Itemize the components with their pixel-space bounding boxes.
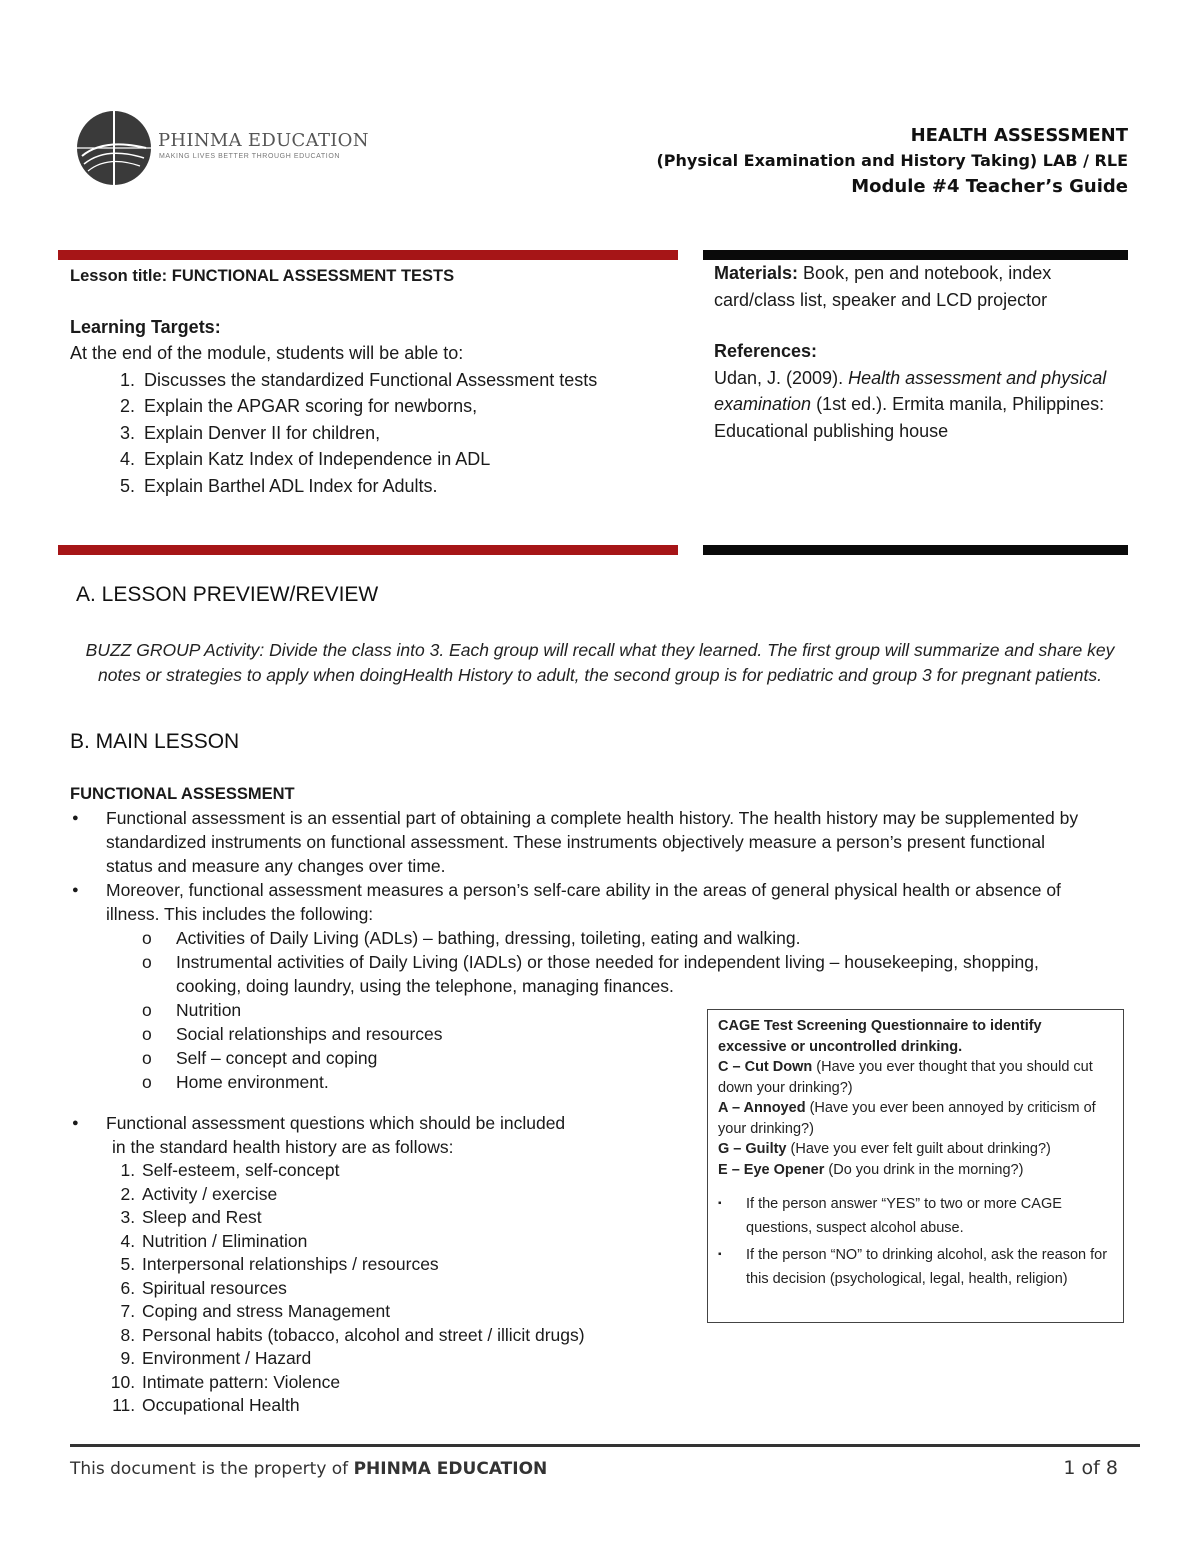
- question-item: 6. Spiritual resources: [140, 1277, 690, 1301]
- cage-g-text: (Have you ever felt guilt about drinking?): [786, 1141, 1051, 1157]
- cage-g: [718, 1139, 1113, 1160]
- references-heading: References:: [714, 341, 818, 361]
- footer-divider: [70, 1444, 1140, 1447]
- bottom-left-divider: [58, 545, 678, 555]
- materials-label: Materials:: [714, 263, 799, 283]
- cage-e-text: (Do you drink in the morning?): [824, 1161, 1024, 1178]
- cage-questionnaire-box: [707, 1009, 1124, 1323]
- module-label: Module #4 Teacher’s Guide: [851, 176, 1128, 197]
- cage-e-label: E – Eye Opener: [718, 1161, 825, 1178]
- materials-text: Book, pen and notebook, index card/class list, speaker and LCD projector: [714, 263, 1052, 310]
- cage-e: [718, 1160, 1113, 1181]
- question-item: 4. Nutrition / Elimination: [140, 1230, 690, 1254]
- bottom-right-divider: [703, 545, 1128, 555]
- phinma-globe-icon: [74, 108, 154, 188]
- questions-list: [70, 1159, 690, 1418]
- page-number: 1 of 8: [1063, 1457, 1118, 1479]
- sub-item: o Activities of Daily Living (ADLs) – bathing, dressing, toileting, eating and walking.: [106, 926, 1090, 950]
- cage-note: ▪ If the person “NO” to drinking alcohol, ask the reason for this decision (psychological, legal, health, religion): [718, 1243, 1113, 1291]
- materials: [714, 260, 1114, 313]
- top-left-divider: [58, 250, 678, 260]
- cage-a-text: (Have you ever been annoyed by criticism of your drinking?): [718, 1100, 1096, 1137]
- bullet-text: Moreover, functional assessment measures a person’s self-care ability in the areas of general physical health or absence of illness. This includes the following:: [106, 880, 1061, 924]
- learning-targets-intro: At the end of the module, students will be able to:: [70, 343, 464, 363]
- document-header: [656, 124, 1128, 200]
- footer-owner: PHINMA EDUCATION: [353, 1459, 548, 1479]
- sub-item: o Nutrition: [106, 998, 1090, 1022]
- learning-target: 5. Explain Barthel ADL Index for Adults.: [140, 473, 660, 500]
- phinma-logo: [74, 108, 369, 188]
- cage-title: CAGE Test Screening Questionnaire to identify excessive or uncontrolled drinking.: [718, 1018, 1042, 1055]
- learning-target: 4. Explain Katz Index of Independence in ADL: [140, 446, 660, 473]
- footer-prefix: This document is the property of: [70, 1459, 354, 1479]
- lesson-info: [70, 263, 660, 499]
- learning-targets-heading: Learning Targets:: [70, 316, 221, 337]
- top-right-divider: [703, 250, 1128, 260]
- cage-c: [718, 1057, 1113, 1098]
- question-item: 3. Sleep and Rest: [140, 1206, 690, 1230]
- question-item: 7. Coping and stress Management: [140, 1300, 690, 1324]
- course-title: HEALTH ASSESSMENT: [910, 125, 1128, 146]
- logo-name: PHINMA EDUCATION: [158, 130, 369, 151]
- cage-note: ▪ If the person answer “YES” to two or more CAGE questions, suspect alcohol abuse.: [718, 1192, 1113, 1240]
- sub-item: o Home environment.: [106, 1070, 1090, 1094]
- question-item: 5. Interpersonal relationships / resources: [140, 1253, 690, 1277]
- learning-target: 3. Explain Denver II for children,: [140, 420, 660, 447]
- cage-a: [718, 1098, 1113, 1139]
- sub-item: o Self – concept and coping: [106, 1046, 1090, 1070]
- learning-target: 2. Explain the APGAR scoring for newborns,: [140, 393, 660, 420]
- section-b-heading: B. MAIN LESSON: [70, 730, 240, 753]
- lesson-title: Lesson title: FUNCTIONAL ASSESSMENT TESTS: [70, 267, 455, 285]
- reference-title: Health assessment and physical examination: [714, 367, 1107, 414]
- bullet-text-line1: ● Functional assessment questions which should be included: [106, 1113, 566, 1133]
- course-subtitle: (Physical Examination and History Taking) LAB / RLE: [656, 151, 1128, 170]
- question-item: 1. Self-esteem, self-concept: [140, 1159, 690, 1183]
- bullet-text-line2: in the standard health history are as follows:: [112, 1136, 454, 1157]
- bullet-list: [70, 1112, 690, 1136]
- sub-item: o Instrumental activities of Daily Living (IADLs) or those needed for independent living – housekeeping, shopping, cooking, doing laundry, using the telephone, managing finances.: [106, 950, 1090, 998]
- cage-a-label: A – Annoyed: [718, 1100, 806, 1116]
- learning-targets-list: [70, 367, 660, 500]
- reference-author: Udan, J. (2009).: [714, 367, 849, 388]
- functional-assessment-title: FUNCTIONAL ASSESSMENT: [70, 785, 295, 803]
- materials-references: [714, 260, 1114, 444]
- cage-g-label: G – Guilty: [718, 1141, 787, 1157]
- footer-text: [70, 1459, 547, 1479]
- cage-c-text: (Have you ever thought that you should cut down your drinking?): [718, 1059, 1093, 1096]
- question-item: 2. Activity / exercise: [140, 1183, 690, 1207]
- question-item: 8. Personal habits (tobacco, alcohol and street / illicit drugs): [140, 1324, 690, 1348]
- question-item: 10. Intimate pattern: Violence: [140, 1371, 690, 1395]
- question-item: 11. Occupational Health: [140, 1394, 690, 1418]
- question-item: 9. Environment / Hazard: [140, 1347, 690, 1371]
- bullet-item: ● Functional assessment is an essential part of obtaining a complete health history. The health history may be supplemented by standardized instruments on functional assessment. These instruments objectively measure a person’s present functional status and measure any changes over time.: [70, 806, 1090, 878]
- bullet-item: [70, 1112, 690, 1136]
- sub-item: o Social relationships and resources: [106, 1022, 1090, 1046]
- cage-notes: [718, 1192, 1113, 1291]
- reference-details: (1st ed.). Ermita manila, Philippines: Educational publishing house: [714, 394, 1105, 441]
- cage-c-label: C – Cut Down: [718, 1059, 813, 1075]
- learning-target: 1. Discusses the standardized Functional Assessment tests: [140, 367, 660, 394]
- buzz-group-activity: BUZZ GROUP Activity: Divide the class into 3. Each group will recall what they learned. The first group will summarize and share key notes or strategies to apply when doingHealth History to adult, the second group is for pediatric and group 3 for pregnant patients.: [85, 640, 1115, 685]
- functional-questions: [70, 1112, 690, 1418]
- section-a-heading: A. LESSON PREVIEW/REVIEW: [76, 583, 379, 606]
- reference-entry: [714, 365, 1114, 445]
- logo-tagline: MAKING LIVES BETTER THROUGH EDUCATION: [159, 153, 341, 160]
